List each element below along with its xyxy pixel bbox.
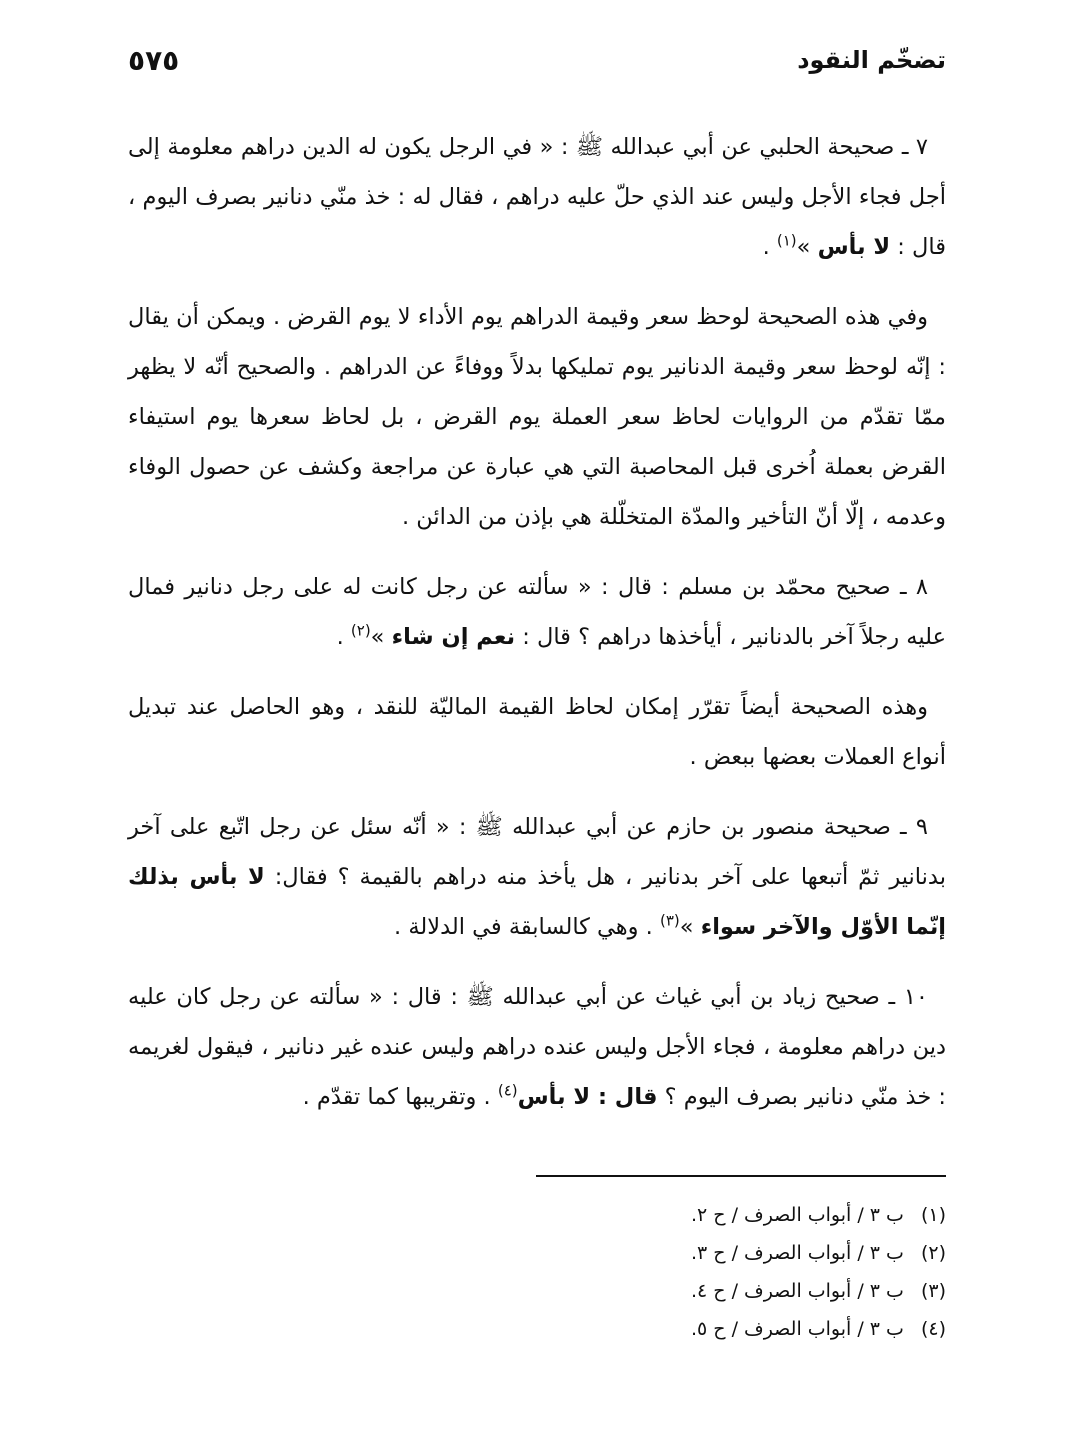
footnote-1-mark: (١) bbox=[920, 1204, 946, 1226]
page-number: ٥٧٥ bbox=[128, 44, 180, 77]
commentary-7-text: وفي هذه الصحيحة لوحظ سعر وقيمة الدراهم يوم الأداء لا يوم القرض . ويمكن أن يقال : إنّه لوحظ سعر وقيمة الدنانير يوم تمليكها بدلاً ووفاءً عن الدراهم . والصحيح أنّه لا يظهر ممّا تقدّم من الروايات لحاظ سعر العملة يوم القرض ، بل لحاظ سعرها يوم استيفاء القرض بعملة اُخرى قبل المحاصبة التي هي عبارة عن مراجعة وكشف عن حصول الوفاء وعدمه ، إلّا أنّ التأخير والمدّة المتخلّلة هي بإذن من الدائن . bbox=[128, 304, 946, 530]
commentary-8 bbox=[128, 682, 946, 782]
hadith-8-text: ٨ ـ صحيح محمّد بن مسلم : قال : « سألته عن رجل كانت له على رجل دنانير فمال عليه رجلاً آخر بالدنانير ، أيأخذها دراهم ؟ قال : bbox=[128, 574, 946, 650]
footnote-1 bbox=[128, 1196, 946, 1234]
hadith-9-bold: لا بأس بذلك إنّما الأوّل والآخر سواء bbox=[128, 864, 946, 940]
footnote-4-mark: (٤) bbox=[920, 1318, 946, 1340]
hadith-10 bbox=[128, 972, 946, 1122]
footnote-3-text: ب ٣ / أبواب الصرف / ح ٤. bbox=[690, 1280, 904, 1302]
main-text bbox=[128, 122, 946, 1142]
footnote-ref-4: (٤) bbox=[497, 1081, 518, 1100]
hadith-7 bbox=[128, 122, 946, 272]
hadith-8-end: . bbox=[336, 624, 344, 650]
commentary-7 bbox=[128, 292, 946, 542]
hadith-9-text: ٩ ـ صحيحة منصور بن حازم عن أبي عبدالله ﷺ : « أنّه سئل عن رجل اتّبع على آخر بدنانير ثمّ أتبعها على آخر بدنانير ، هل يأخذ منه دراهم بالقيمة ؟ فقال: bbox=[128, 814, 946, 890]
footnote-2-text: ب ٣ / أبواب الصرف / ح ٣. bbox=[690, 1242, 904, 1264]
hadith-10-bold: قال : لا بأس bbox=[517, 1084, 658, 1110]
hadith-8 bbox=[128, 562, 946, 662]
footnote-1-text: ب ٣ / أبواب الصرف / ح ٢. bbox=[690, 1204, 904, 1226]
hadith-9 bbox=[128, 802, 946, 952]
hadith-10-end: . وتقريبها كما تقدّم . bbox=[302, 1084, 491, 1110]
footnote-2-mark: (٢) bbox=[920, 1242, 946, 1264]
footnote-4-text: ب ٣ / أبواب الصرف / ح ٥. bbox=[690, 1318, 904, 1340]
footnote-3 bbox=[128, 1272, 946, 1310]
book-page bbox=[128, 40, 946, 1420]
hadith-7-bold: لا بأس bbox=[817, 234, 891, 260]
footnote-4 bbox=[128, 1310, 946, 1348]
footnote-ref-1: (١) bbox=[776, 231, 797, 250]
hadith-9-end: . وهي كالسابقة في الدلالة . bbox=[394, 914, 653, 940]
hadith-10-text: ١٠ ـ صحيح زياد بن أبي غياث عن أبي عبدالله ﷺ : قال : « سألته عن رجل كان عليه دين دراهم معلومة ، فجاء الأجل وليس عنده دراهم وليس عنده غير دنانير ، فيقول لغريمه : خذ منّي دنانير بصرف اليوم ؟ bbox=[128, 984, 946, 1110]
hadith-7-end: . bbox=[762, 234, 770, 260]
running-title: تضخّم النقود bbox=[797, 46, 946, 74]
footnote-ref-2: (٢) bbox=[350, 621, 371, 640]
footnote-2 bbox=[128, 1234, 946, 1272]
hadith-8-bold: نعم إن شاء bbox=[391, 624, 516, 650]
hadith-7-close-quote: » bbox=[796, 234, 811, 260]
footnote-separator bbox=[536, 1175, 946, 1177]
hadith-8-close-quote: » bbox=[370, 624, 385, 650]
footnotes bbox=[128, 1196, 946, 1348]
footnote-3-mark: (٣) bbox=[920, 1280, 946, 1302]
hadith-9-close-quote: » bbox=[679, 914, 694, 940]
hadith-7-text: ٧ ـ صحيحة الحلبي عن أبي عبدالله ﷺ : « في الرجل يكون له الدين دراهم معلومة إلى أجل فجاء الأجل وليس عند الذي حلّ عليه دراهم ، فقال له : خذ منّي دنانير بصرف اليوم ، قال : bbox=[128, 134, 946, 260]
footnote-ref-3: (٣) bbox=[660, 911, 680, 930]
commentary-8-text: وهذه الصحيحة أيضاً تقرّر إمكان لحاظ القيمة الماليّة للنقد ، وهو الحاصل عند تبديل أنواع العملات بعضها ببعض . bbox=[128, 694, 946, 770]
running-header bbox=[128, 46, 946, 86]
